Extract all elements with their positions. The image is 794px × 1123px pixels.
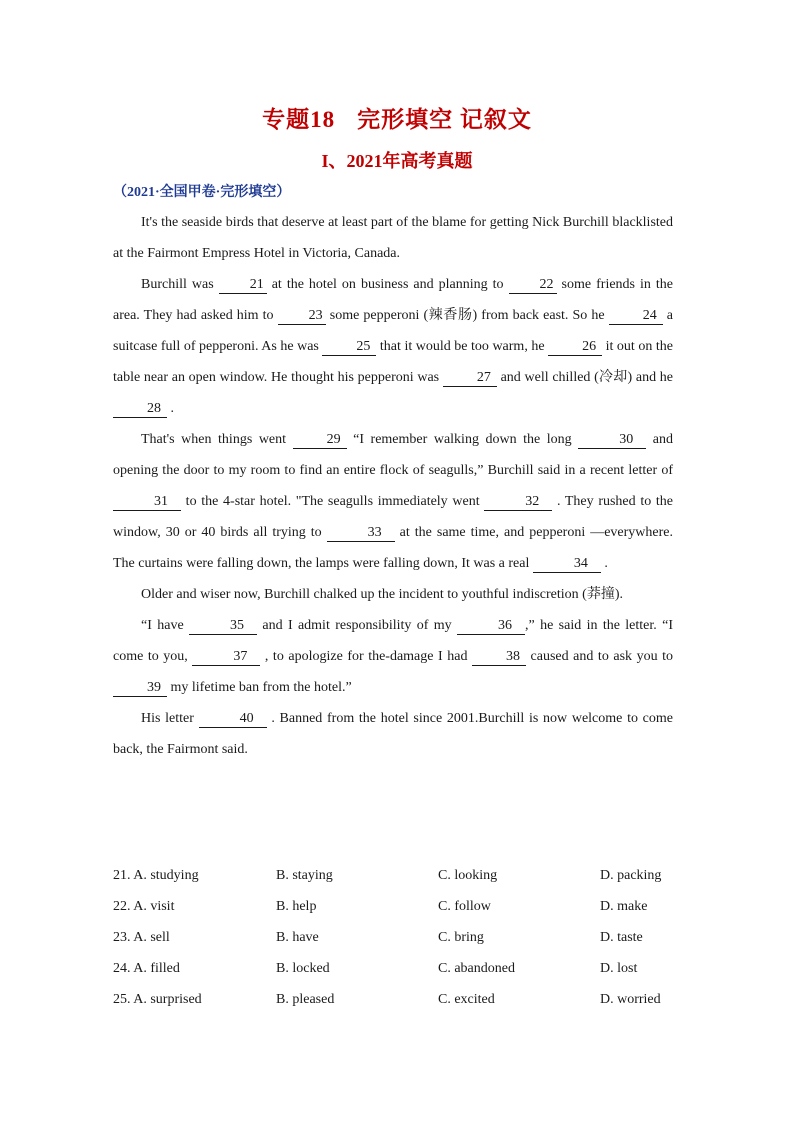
paragraph-3: That's when things went 29 “I remember walking down the long 30 and opening the door to my room to find an entire flock of seagulls,” Burchill said in a recent letter of 31 to the 4-star hotel. "The seagulls immediately went 32 . They rushed to the window, 30 or 40 birds all trying to 33 at the same time, and pepperoni —everywhere. The curtains were falling down, the lamps were falling down, It was a real 34 . [113, 432, 673, 571]
paragraph-5: “I have 35 and I admit responsibility of my 36 ,” he said in the letter. “I come to you, 37 , to apologize for the-damage I had 38 caused and to ask you to 39 my lifetime ban from the hotel.” [113, 618, 673, 695]
blank-22[interactable]: 22 [509, 277, 557, 294]
exam-source: （2021·全国甲卷·完形填空） [113, 185, 291, 200]
blank-24[interactable]: 24 [609, 308, 663, 325]
blank-34[interactable]: 34 [533, 556, 601, 573]
paragraph-6: His letter 40 . Banned from the hotel since 2001.Burchill is now welcome to come back, the Fairmont said. [113, 711, 673, 757]
blank-38[interactable]: 38 [472, 649, 526, 666]
blank-35[interactable]: 35 [189, 618, 257, 635]
option-c[interactable]: C. bring [438, 930, 484, 945]
blank-25[interactable]: 25 [322, 339, 376, 356]
option-c[interactable]: C. excited [438, 992, 495, 1007]
option-b[interactable]: B. staying [276, 868, 333, 883]
blank-29[interactable]: 29 [293, 432, 347, 449]
blank-37[interactable]: 37 [192, 649, 260, 666]
option-a[interactable]: 21. A. studying [113, 868, 199, 883]
cloze-passage [113, 207, 673, 765]
blank-39[interactable]: 39 [113, 680, 167, 697]
blank-21[interactable]: 21 [219, 277, 267, 294]
page-title: 专题18 完形填空 记叙文 [262, 107, 532, 132]
option-a[interactable]: 22. A. visit [113, 899, 175, 914]
option-row-21 [113, 860, 693, 891]
option-b[interactable]: B. locked [276, 961, 330, 976]
option-d[interactable]: D. packing [600, 868, 662, 883]
blank-30[interactable]: 30 [578, 432, 646, 449]
section-subtitle: I、2021年高考真题 [321, 151, 473, 171]
paragraph-1: It's the seaside birds that deserve at least part of the blame for getting Nick Burchill blacklisted at the Fairmont Empress Hotel in Victoria, Canada. [113, 215, 673, 261]
option-c[interactable]: C. abandoned [438, 961, 515, 976]
blank-33[interactable]: 33 [327, 525, 395, 542]
option-row-22 [113, 891, 693, 922]
option-d[interactable]: D. lost [600, 961, 638, 976]
paragraph-2: Burchill was 21 at the hotel on business and planning to 22 some friends in the area. They had asked him to 23 some pepperoni (辣香肠) from back east. So he 24 a suitcase full of pepperoni. As he was 25 that it would be too warm, he 26 it out on the table near an open window. He thought his pepperoni was 27 and well chilled (冷却) and he 28 . [113, 277, 674, 416]
paragraph-4: Older and wiser now, Burchill chalked up the incident to youthful indiscretion (莽撞). [141, 587, 623, 602]
answer-options [113, 860, 693, 1015]
blank-31[interactable]: 31 [113, 494, 181, 511]
option-a[interactable]: 23. A. sell [113, 930, 170, 945]
blank-23[interactable]: 23 [278, 308, 326, 325]
blank-36[interactable]: 36 [457, 618, 525, 635]
option-d[interactable]: D. make [600, 899, 648, 914]
blank-27[interactable]: 27 [443, 370, 497, 387]
option-c[interactable]: C. looking [438, 868, 498, 883]
option-b[interactable]: B. have [276, 930, 319, 945]
option-row-23 [113, 922, 693, 953]
blank-40[interactable]: 40 [199, 711, 267, 728]
option-a[interactable]: 24. A. filled [113, 961, 180, 976]
option-d[interactable]: D. worried [600, 992, 661, 1007]
blank-26[interactable]: 26 [548, 339, 602, 356]
blank-32[interactable]: 32 [484, 494, 552, 511]
option-row-25 [113, 984, 693, 1015]
blank-28[interactable]: 28 [113, 401, 167, 418]
option-c[interactable]: C. follow [438, 899, 491, 914]
option-b[interactable]: B. pleased [276, 992, 335, 1007]
option-b[interactable]: B. help [276, 899, 317, 914]
option-row-24 [113, 953, 693, 984]
option-d[interactable]: D. taste [600, 930, 643, 945]
option-a[interactable]: 25. A. surprised [113, 992, 202, 1007]
